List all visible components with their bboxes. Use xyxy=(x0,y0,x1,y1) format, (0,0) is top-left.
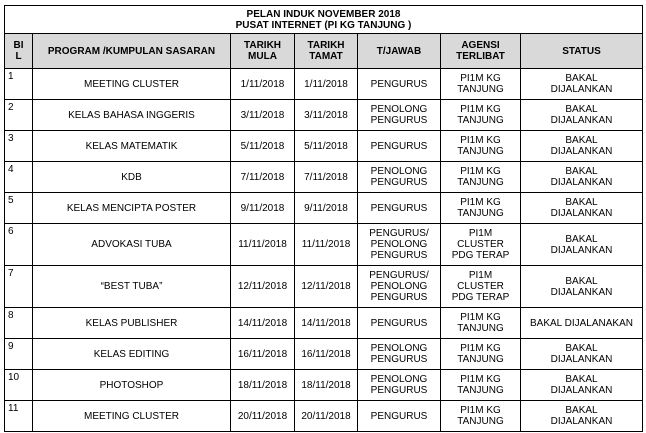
cell-tjawab: PENGURUS xyxy=(358,69,441,100)
table-row xyxy=(5,339,643,370)
header-status: STATUS xyxy=(521,34,643,69)
header-tjawab: T/JAWAB xyxy=(358,34,441,69)
cell-bil: 9 xyxy=(5,339,33,370)
cell-program: KELAS PUBLISHER xyxy=(33,308,231,339)
table-row xyxy=(5,100,643,131)
cell-agensi: PI1M KG TANJUNG xyxy=(441,339,521,370)
cell-agensi: PI1M KG TANJUNG xyxy=(441,401,521,432)
title-line-2: PUSAT INTERNET (PI KG TANJUNG ) xyxy=(235,19,412,31)
cell-tarikh-tamat: 1/11/2018 xyxy=(295,69,358,100)
header-program: PROGRAM /KUMPULAN SASARAN xyxy=(33,34,231,69)
plan-table xyxy=(4,5,643,432)
cell-agensi: PI1M KG TANJUNG xyxy=(441,69,521,100)
cell-program: KELAS MENCIPTA POSTER xyxy=(33,193,231,224)
cell-status: BAKAL DIJALANKAN xyxy=(521,100,643,131)
header-tarikh-tamat: TARIKH TAMAT xyxy=(295,34,358,69)
cell-status: BAKAL DIJALANKAN xyxy=(521,370,643,401)
cell-tarikh-mula: 1/11/2018 xyxy=(231,69,295,100)
title-row xyxy=(5,6,643,34)
cell-tarikh-mula: 16/11/2018 xyxy=(231,339,295,370)
cell-tarikh-tamat: 18/11/2018 xyxy=(295,370,358,401)
cell-tarikh-mula: 14/11/2018 xyxy=(231,308,295,339)
cell-bil: 3 xyxy=(5,131,33,162)
document-title xyxy=(5,6,643,34)
cell-status: BAKAL DIJALANKAN xyxy=(521,266,643,308)
cell-tjawab: PENOLONG PENGURUS xyxy=(358,370,441,401)
table-row xyxy=(5,162,643,193)
cell-tjawab: PENGURUS/ PENOLONG PENGURUS xyxy=(358,266,441,308)
cell-status: BAKAL DIJALANKAN xyxy=(521,339,643,370)
table-row xyxy=(5,193,643,224)
cell-agensi: PI1M KG TANJUNG xyxy=(441,193,521,224)
table-row xyxy=(5,370,643,401)
cell-bil: 10 xyxy=(5,370,33,401)
cell-status: BAKAL DIJALANKAN xyxy=(521,401,643,432)
cell-tarikh-mula: 3/11/2018 xyxy=(231,100,295,131)
cell-bil: 2 xyxy=(5,100,33,131)
cell-bil: 4 xyxy=(5,162,33,193)
cell-status: BAKAL DIJALANAKAN xyxy=(521,308,643,339)
cell-tjawab: PENGURUS/ PENOLONG PENGURUS xyxy=(358,224,441,266)
cell-bil: 5 xyxy=(5,193,33,224)
cell-tarikh-tamat: 9/11/2018 xyxy=(295,193,358,224)
cell-agensi: PI1M KG TANJUNG xyxy=(441,162,521,193)
cell-tarikh-mula: 20/11/2018 xyxy=(231,401,295,432)
cell-bil: 1 xyxy=(5,69,33,100)
cell-agensi: PI1M KG TANJUNG xyxy=(441,100,521,131)
cell-status: BAKAL DIJALANKAN xyxy=(521,131,643,162)
cell-tarikh-tamat: 12/11/2018 xyxy=(295,266,358,308)
cell-tarikh-mula: 9/11/2018 xyxy=(231,193,295,224)
cell-status: BAKAL DIJALANKAN xyxy=(521,224,643,266)
cell-tjawab: PENOLONG PENGURUS xyxy=(358,100,441,131)
cell-tjawab: PENGURUS xyxy=(358,193,441,224)
cell-program: KELAS BAHASA INGGERIS xyxy=(33,100,231,131)
cell-tarikh-mula: 5/11/2018 xyxy=(231,131,295,162)
cell-tjawab: PENGURUS xyxy=(358,401,441,432)
cell-agensi: PI1M KG TANJUNG xyxy=(441,131,521,162)
cell-program: KELAS EDITING xyxy=(33,339,231,370)
cell-tarikh-tamat: 5/11/2018 xyxy=(295,131,358,162)
header-agensi: AGENSI TERLIBAT xyxy=(441,34,521,69)
cell-program: ADVOKASI TUBA xyxy=(33,224,231,266)
header-tarikh-mula: TARIKH MULA xyxy=(231,34,295,69)
cell-agensi: PI1M CLUSTER PDG TERAP xyxy=(441,224,521,266)
cell-program: PHOTOSHOP xyxy=(33,370,231,401)
cell-program: KDB xyxy=(33,162,231,193)
cell-program: “BEST TUBA” xyxy=(33,266,231,308)
cell-tarikh-mula: 12/11/2018 xyxy=(231,266,295,308)
header-row xyxy=(5,34,643,69)
cell-tarikh-tamat: 14/11/2018 xyxy=(295,308,358,339)
cell-tjawab: PENOLONG PENGURUS xyxy=(358,162,441,193)
cell-tarikh-mula: 7/11/2018 xyxy=(231,162,295,193)
cell-program: MEETING CLUSTER xyxy=(33,69,231,100)
cell-tarikh-tamat: 11/11/2018 xyxy=(295,224,358,266)
table-row xyxy=(5,308,643,339)
cell-tarikh-tamat: 3/11/2018 xyxy=(295,100,358,131)
cell-status: BAKAL DIJALANKAN xyxy=(521,193,643,224)
cell-tjawab: PENGURUS xyxy=(358,308,441,339)
cell-status: BAKAL DIJALANKAN xyxy=(521,69,643,100)
cell-tarikh-tamat: 20/11/2018 xyxy=(295,401,358,432)
cell-tarikh-tamat: 7/11/2018 xyxy=(295,162,358,193)
cell-tarikh-tamat: 16/11/2018 xyxy=(295,339,358,370)
cell-bil: 7 xyxy=(5,266,33,308)
header-bil: BI L xyxy=(5,34,33,69)
table-row xyxy=(5,131,643,162)
cell-tarikh-mula: 18/11/2018 xyxy=(231,370,295,401)
table-row xyxy=(5,69,643,100)
table-row xyxy=(5,266,643,308)
cell-tjawab: PENOLONG PENGURUS xyxy=(358,339,441,370)
cell-bil: 11 xyxy=(5,401,33,432)
cell-agensi: PI1M KG TANJUNG xyxy=(441,370,521,401)
cell-program: KELAS MATEMATIK xyxy=(33,131,231,162)
document-sheet xyxy=(4,5,642,432)
cell-agensi: PI1M KG TANJUNG xyxy=(441,308,521,339)
cell-agensi: PI1M CLUSTER PDG TERAP xyxy=(441,266,521,308)
cell-bil: 8 xyxy=(5,308,33,339)
cell-tjawab: PENGURUS xyxy=(358,131,441,162)
table-row xyxy=(5,401,643,432)
cell-tarikh-mula: 11/11/2018 xyxy=(231,224,295,266)
title-line-1: PELAN INDUK NOVEMBER 2018 xyxy=(246,8,401,20)
table-row xyxy=(5,224,643,266)
cell-status: BAKAL DIJALANKAN xyxy=(521,162,643,193)
table-body xyxy=(5,69,643,432)
cell-program: MEETING CLUSTER xyxy=(33,401,231,432)
cell-bil: 6 xyxy=(5,224,33,266)
